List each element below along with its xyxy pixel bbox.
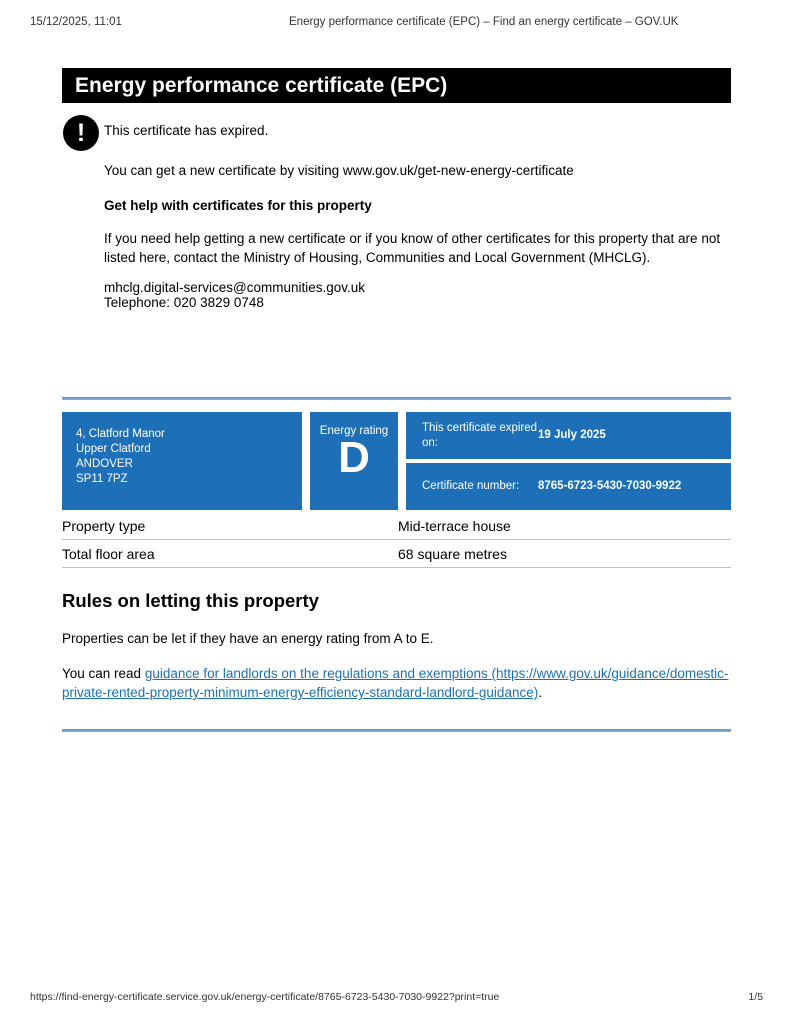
floor-area-label: Total floor area	[62, 545, 155, 562]
letting-rating-rule: Properties can be let if they have an energy rating from A to E.	[62, 631, 434, 646]
letting-rules-section	[62, 590, 731, 702]
print-footer-page-number: 1/5	[748, 991, 763, 1003]
get-new-certificate-message: You can get a new certificate by visiting www.gov.uk/get-new-energy-certificate	[104, 163, 574, 178]
expiry-cell	[406, 412, 731, 459]
print-footer-url: https://find-energy-certificate.service.gov.uk/energy-certificate/8765-6723-5430-7030-9922?print=true	[30, 991, 500, 1003]
energy-rating-value: D	[338, 433, 370, 482]
expiry-date: 19 July 2025	[538, 429, 606, 441]
certificate-summary	[62, 412, 731, 510]
address-line-2: Upper Clatford	[76, 443, 151, 455]
guidance-suffix: .	[538, 685, 542, 700]
expired-message: This certificate has expired.	[104, 123, 269, 138]
print-page-title: Energy performance certificate (EPC) – Find an energy certificate – GOV.UK	[289, 16, 679, 28]
property-details-table	[62, 512, 731, 568]
certificate-number-value: 8765-6723-5430-7030-9922	[538, 480, 682, 492]
table-row	[62, 540, 731, 568]
page-title: Energy performance certificate (EPC)	[75, 73, 448, 97]
help-body: If you need help getting a new certificate or if you know of other certificates for this property that are not listed here, contact the Ministry of Housing, Communities and Local Government (MHCLG).	[104, 231, 721, 265]
guidance-prefix: You can read	[62, 666, 145, 681]
section-divider-bottom	[62, 729, 731, 732]
print-datetime: 15/12/2025, 11:01	[30, 16, 122, 28]
energy-rating-box	[310, 412, 398, 510]
section-divider-top	[62, 397, 731, 400]
table-row	[62, 512, 731, 540]
property-address-box	[62, 412, 302, 510]
certificate-number-cell	[406, 463, 731, 510]
energy-rating-label: Energy rating	[319, 425, 389, 437]
property-type-label: Property type	[62, 517, 146, 534]
letting-rules-heading: Rules on letting this property	[62, 590, 319, 611]
warning-icon	[63, 115, 99, 151]
address-line-1: 4, Clatford Manor	[76, 428, 165, 440]
certificate-meta-box	[406, 412, 731, 510]
address-line-3: ANDOVER	[76, 458, 133, 470]
expiry-notice	[104, 121, 726, 310]
floor-area-value: 68 square metres	[398, 545, 507, 562]
address-line-4: SP11 7PZ	[76, 473, 128, 485]
contact-block	[104, 280, 726, 310]
certificate-number-label: Certificate number:	[422, 480, 520, 492]
contact-email: mhclg.digital-services@communities.gov.uk	[104, 280, 366, 295]
exclamation-glyph: !	[76, 118, 86, 147]
letting-guidance-paragraph	[62, 664, 731, 702]
page-title-banner	[62, 68, 731, 103]
landlord-guidance-link[interactable]: guidance for landlords on the regulations and exemptions (https://www.gov.uk/guidance/domestic-private-rented-property-minimum-energy-efficiency-standard-landlord-guidance)	[62, 666, 729, 700]
help-heading: Get help with certificates for this property	[104, 198, 372, 213]
property-type-value: Mid-terrace house	[398, 517, 511, 534]
contact-telephone: Telephone: 020 3829 0748	[104, 295, 264, 310]
expiry-label: This certificate expired on:	[422, 421, 538, 449]
